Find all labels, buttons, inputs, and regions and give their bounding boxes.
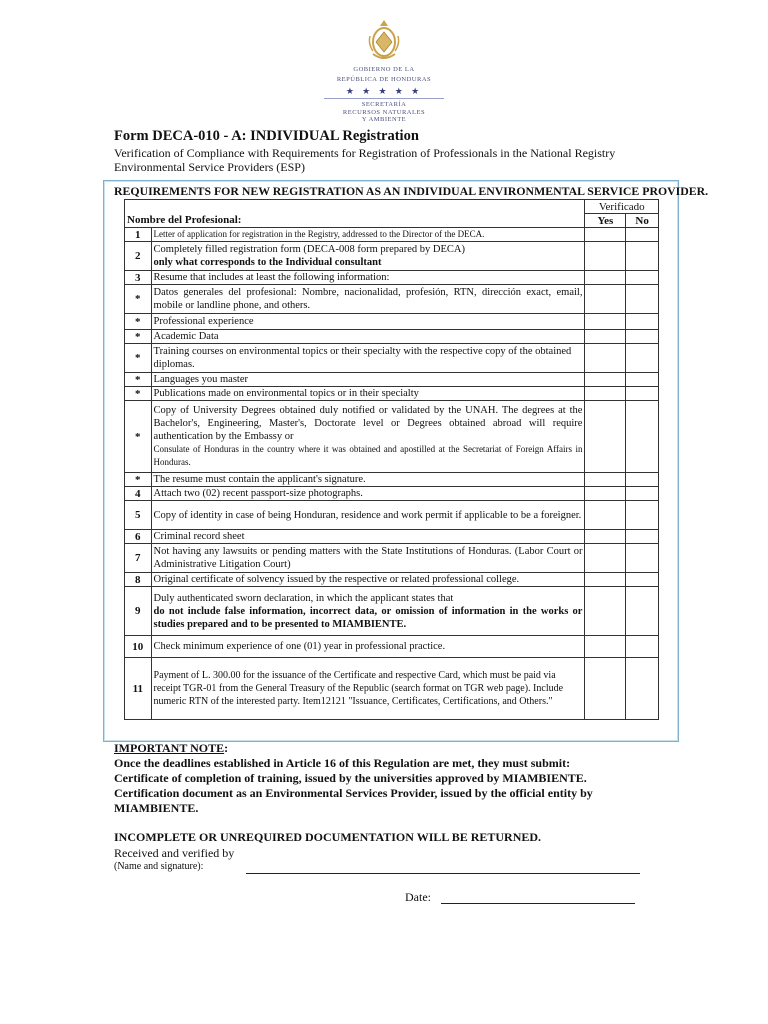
row-text: Completely filled registration form (DECA-008 form prepared by DECA) xyxy=(153,244,465,255)
table-row xyxy=(125,636,659,658)
name-signature-label: (Name and signature): xyxy=(114,861,204,872)
row-number: 2 xyxy=(125,242,152,271)
row-number: 10 xyxy=(125,636,152,658)
row-bold-text: only what corresponds to the Individual consultant xyxy=(153,257,382,268)
row-small-text: Consulate of Honduras in the country where it was obtained and apostilled at the Secretariat of Foreign Affairs in Honduras. xyxy=(153,444,583,467)
yes-checkbox[interactable] xyxy=(585,228,626,242)
no-checkbox[interactable] xyxy=(626,314,659,330)
date-label: Date: xyxy=(405,890,431,904)
table-row xyxy=(125,473,659,487)
yes-checkbox[interactable] xyxy=(585,636,626,658)
yes-checkbox[interactable] xyxy=(585,285,626,314)
note-line-1: Once the deadlines established in Article 16 of this Regulation are met, they must submit: xyxy=(114,756,571,770)
table-row xyxy=(125,228,659,242)
seal-secretariat-line: SECRETARÍA xyxy=(361,101,407,108)
requirements-table xyxy=(124,199,659,720)
important-note xyxy=(114,741,634,816)
row-number: * xyxy=(125,473,152,487)
row-number: 5 xyxy=(125,501,152,530)
row-description: Professional experience xyxy=(151,314,585,330)
yes-checkbox[interactable] xyxy=(585,314,626,330)
table-row xyxy=(125,242,659,271)
row-description: Training courses on environmental topics or their specialty with the respective copy of the obtained diplomas. xyxy=(151,344,585,373)
no-checkbox[interactable] xyxy=(626,228,659,242)
date-line[interactable] xyxy=(441,903,635,904)
coat-of-arms-icon xyxy=(364,18,404,64)
form-subtitle: Verification of Compliance with Requirements for Registration of Professionals in the National Registry Environmental Service Providers (ESP) xyxy=(114,146,616,174)
table-row xyxy=(125,530,659,544)
seal-resources-line: RECURSOS NATURALES xyxy=(342,108,426,116)
received-label: Received and verified by xyxy=(114,846,235,860)
yes-checkbox[interactable] xyxy=(585,242,626,271)
no-checkbox[interactable] xyxy=(626,271,659,285)
no-checkbox[interactable] xyxy=(626,573,659,587)
form-title: Form DECA-010 - A: INDIVIDUAL Registration xyxy=(114,128,419,144)
yes-checkbox[interactable] xyxy=(585,587,626,636)
no-checkbox[interactable] xyxy=(626,501,659,530)
no-checkbox[interactable] xyxy=(626,242,659,271)
signature-line[interactable] xyxy=(246,873,640,874)
table-row xyxy=(125,330,659,344)
yes-header: Yes xyxy=(585,214,626,228)
row-description xyxy=(151,242,585,271)
no-checkbox[interactable] xyxy=(626,658,659,720)
seal-divider xyxy=(324,98,444,99)
yes-checkbox[interactable] xyxy=(585,501,626,530)
yes-checkbox[interactable] xyxy=(585,573,626,587)
note-label: IMPORTANT NOTE xyxy=(114,741,225,755)
row-description: Datos generales del profesional: Nombre, nacionalidad, profesión, RTN, dirección exact, email, mobile or landline phone, and others. xyxy=(151,285,585,314)
table-row xyxy=(125,271,659,285)
no-checkbox[interactable] xyxy=(626,344,659,373)
requirements-heading: REQUIREMENTS FOR NEW REGISTRATION AS AN INDIVIDUAL ENVIRONMENTAL SERVICE PROVIDER. xyxy=(114,184,709,198)
note-line-2: Certificate of completion of training, issued by the universities approved by MIAMBIENTE. xyxy=(114,771,587,785)
note-line-3: Certification document as an Environmental Services Provider, issued by the official entity by MIAMBIENTE. xyxy=(114,786,593,815)
row-description: Check minimum experience of one (01) year in professional practice. xyxy=(151,636,585,658)
verified-header: Verificado xyxy=(585,200,659,214)
table-row xyxy=(125,373,659,387)
yes-checkbox[interactable] xyxy=(585,487,626,501)
row-number: * xyxy=(125,285,152,314)
row-number: * xyxy=(125,401,152,473)
row-bold-text: do not include false information, incorrect data, or omission of information in the works or studies prepared and to be presented to MIAMBIENTE. xyxy=(153,605,583,630)
table-row xyxy=(125,544,659,573)
table-row xyxy=(125,501,659,530)
no-checkbox[interactable] xyxy=(626,544,659,573)
row-description: Publications made on environmental topics or in their specialty xyxy=(151,387,585,401)
row-description: Resume that includes at least the following information: xyxy=(151,271,585,285)
yes-checkbox[interactable] xyxy=(585,658,626,720)
table-row xyxy=(125,285,659,314)
row-description: The resume must contain the applicant's signature. xyxy=(151,473,585,487)
yes-checkbox[interactable] xyxy=(585,271,626,285)
row-number: * xyxy=(125,314,152,330)
row-number: 11 xyxy=(125,658,152,720)
table-row xyxy=(125,344,659,373)
row-number: 9 xyxy=(125,587,152,636)
row-description: Original certificate of solvency issued by the respective or related professional college. xyxy=(151,573,585,587)
professional-name-header: Nombre del Profesional: xyxy=(125,200,585,228)
row-text: Copy of University Degrees obtained duly notified or validated by the UNAH. The degrees at the Bachelor's, Engineering, Master's, Doctorate level or Degrees obtained abroad will require authentication by the Embassy or xyxy=(153,405,583,442)
seal-republic-line: REPÚBLICA DE HONDURAS xyxy=(336,76,432,83)
no-checkbox[interactable] xyxy=(626,373,659,387)
no-checkbox[interactable] xyxy=(626,401,659,473)
row-description: Academic Data xyxy=(151,330,585,344)
row-text: Duly authenticated sworn declaration, in which the applicant states that xyxy=(153,592,454,604)
no-checkbox[interactable] xyxy=(626,587,659,636)
row-number: 4 xyxy=(125,487,152,501)
row-description: Not having any lawsuits or pending matters with the State Institutions of Honduras. (Labor Court or Administrative Litigation Court) xyxy=(151,544,585,573)
yes-checkbox[interactable] xyxy=(585,373,626,387)
row-description: Letter of application for registration in the Registry, addressed to the Director of the DECA. xyxy=(151,228,585,242)
yes-checkbox[interactable] xyxy=(585,544,626,573)
yes-checkbox[interactable] xyxy=(585,473,626,487)
table-row xyxy=(125,573,659,587)
seal-government-line: GOBIERNO DE LA xyxy=(353,66,415,73)
row-number: 1 xyxy=(125,228,152,242)
yes-checkbox[interactable] xyxy=(585,530,626,544)
government-seal xyxy=(320,18,448,124)
row-number: 7 xyxy=(125,544,152,573)
row-description: Payment of L. 300.00 for the issuance of the Certificate and respective Card, which must be paid via receipt TGR-01 from the General Treasury of the Republic (search format on TGR web page). Include numeric RTN of the interested party. Item12121 "Issuance, Certificates, Certifications, and Others." xyxy=(151,658,585,720)
table-row xyxy=(125,401,659,473)
seal-environment-line: Y AMBIENTE xyxy=(361,116,407,123)
row-description xyxy=(151,587,585,636)
row-description xyxy=(151,401,585,473)
no-checkbox[interactable] xyxy=(626,473,659,487)
row-description: Copy of identity in case of being Honduran, residence and work permit if applicable to be a foreigner. xyxy=(151,501,585,530)
no-checkbox[interactable] xyxy=(626,330,659,344)
row-number: * xyxy=(125,387,152,401)
returned-warning: INCOMPLETE OR UNREQUIRED DOCUMENTATION WILL BE RETURNED. xyxy=(114,830,542,844)
no-checkbox[interactable] xyxy=(626,530,659,544)
row-description: Attach two (02) recent passport-size photographs. xyxy=(151,487,585,501)
table-row xyxy=(125,587,659,636)
no-checkbox[interactable] xyxy=(626,487,659,501)
table-row xyxy=(125,387,659,401)
row-number: * xyxy=(125,373,152,387)
table-row xyxy=(125,314,659,330)
table-row xyxy=(125,658,659,720)
row-description: Criminal record sheet xyxy=(151,530,585,544)
table-row xyxy=(125,487,659,501)
row-description: Languages you master xyxy=(151,373,585,387)
yes-checkbox[interactable] xyxy=(585,387,626,401)
yes-checkbox[interactable] xyxy=(585,401,626,473)
no-checkbox[interactable] xyxy=(626,636,659,658)
yes-checkbox[interactable] xyxy=(585,344,626,373)
seal-stars: ★ ★ ★ ★ ★ xyxy=(345,86,423,96)
note-colon: : xyxy=(224,741,229,755)
no-checkbox[interactable] xyxy=(626,387,659,401)
row-number: 3 xyxy=(125,271,152,285)
row-number: 8 xyxy=(125,573,152,587)
row-number: * xyxy=(125,344,152,373)
no-header: No xyxy=(626,214,659,228)
row-number: 6 xyxy=(125,530,152,544)
yes-checkbox[interactable] xyxy=(585,330,626,344)
row-number: * xyxy=(125,330,152,344)
no-checkbox[interactable] xyxy=(626,285,659,314)
